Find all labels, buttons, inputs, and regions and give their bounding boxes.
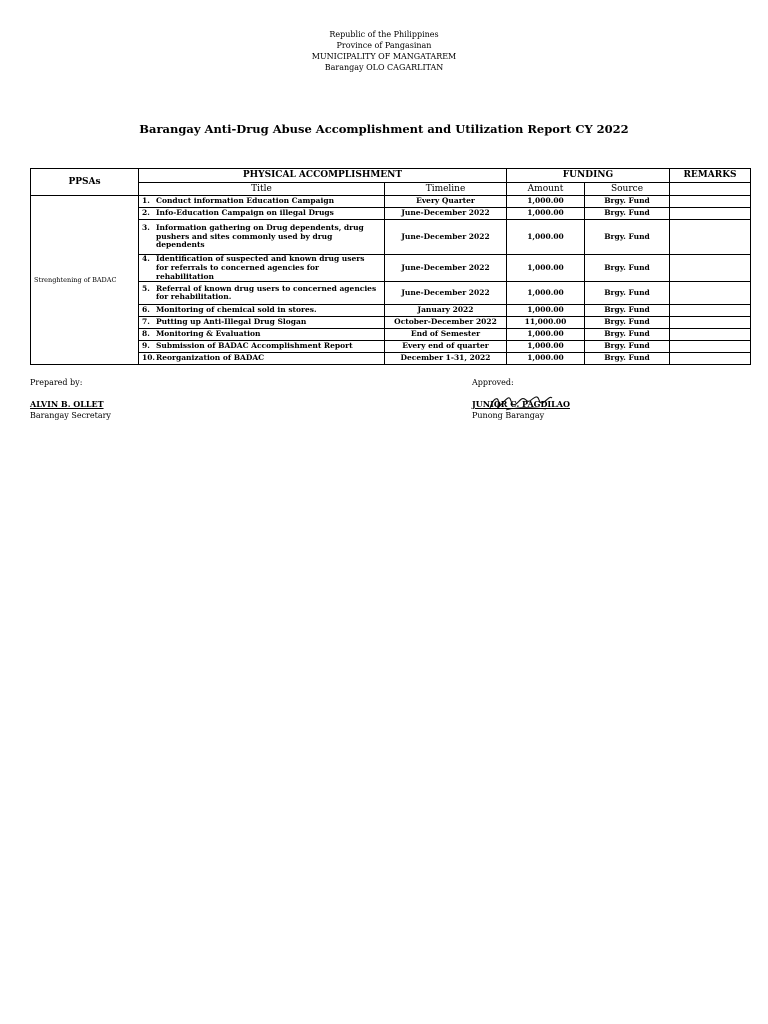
- activity-title: [139, 305, 385, 317]
- approved-by-block: [472, 377, 570, 421]
- activity-remarks: [670, 282, 751, 305]
- approved-by-name: JUNIOR C. PAGDILAO: [472, 399, 570, 409]
- activity-amount: 1,000.00: [507, 353, 585, 365]
- ppsa-cell: Strenghtening of BADAC: [31, 196, 139, 365]
- table-row: [31, 196, 751, 208]
- activity-remarks: [670, 255, 751, 282]
- col-ppsas: PPSAs: [31, 169, 139, 196]
- document-header: [0, 29, 768, 73]
- activity-title: [139, 208, 385, 220]
- activity-source: Brgy. Fund: [585, 255, 670, 282]
- prepared-by-position: Barangay Secretary: [30, 411, 111, 420]
- subcol-amount: Amount: [507, 183, 585, 196]
- activity-source: Brgy. Fund: [585, 317, 670, 329]
- activity-title: [139, 317, 385, 329]
- activity-text: Monitoring & Evaluation: [156, 329, 261, 339]
- activity-timeline: October-December 2022: [385, 317, 507, 329]
- prepared-by-name: ALVIN B. OLLET: [30, 399, 104, 409]
- activity-source: Brgy. Fund: [585, 196, 670, 208]
- activity-text: Identification of suspected and known drug users for referrals to concerned agencies for rehabilitation: [156, 254, 365, 281]
- approved-by-label: Approved:: [472, 378, 514, 387]
- accomplishment-table: [30, 168, 751, 365]
- activity-source: Brgy. Fund: [585, 220, 670, 255]
- activity-title: [139, 329, 385, 341]
- table-row: [31, 282, 751, 305]
- activity-remarks: [670, 341, 751, 353]
- activity-text: Putting up Anti-Illegal Drug Slogan: [156, 317, 307, 327]
- header-municipality: MUNICIPALITY OF MANGATAREM: [311, 52, 457, 61]
- activity-amount: 11,000.00: [507, 317, 585, 329]
- activity-remarks: [670, 317, 751, 329]
- activity-number: 5.: [142, 283, 150, 293]
- activity-title: [139, 196, 385, 208]
- activity-timeline: June-December 2022: [385, 208, 507, 220]
- activity-source: Brgy. Fund: [585, 329, 670, 341]
- activity-source: Brgy. Fund: [585, 208, 670, 220]
- activity-timeline: June-December 2022: [385, 220, 507, 255]
- table-row: [31, 329, 751, 341]
- activity-amount: 1,000.00: [507, 329, 585, 341]
- activity-amount: 1,000.00: [507, 341, 585, 353]
- col-physical-accomplishment: PHYSICAL ACCOMPLISHMENT: [139, 169, 507, 183]
- activity-remarks: [670, 196, 751, 208]
- activity-text: Monitoring of chemical sold in stores.: [156, 305, 317, 315]
- activity-number: 8.: [142, 329, 150, 339]
- activity-source: Brgy. Fund: [585, 282, 670, 305]
- table-row: [31, 353, 751, 365]
- subcol-source: Source: [585, 183, 670, 196]
- activity-number: 10.: [142, 353, 156, 363]
- table-row: [31, 317, 751, 329]
- activity-timeline: End of Semester: [385, 329, 507, 341]
- subcol-timeline: Timeline: [385, 183, 507, 196]
- subcol-remarks-empty: [670, 183, 751, 196]
- activity-text: Referral of known drug users to concerned agencies for rehabilitation.: [156, 283, 377, 302]
- activity-title: [139, 282, 385, 305]
- activity-number: 2.: [142, 208, 150, 218]
- activity-text: Info-Education Campaign on illegal Drugs: [156, 208, 334, 218]
- activity-number: 7.: [142, 317, 150, 327]
- header-republic: Republic of the Philippines: [329, 30, 439, 39]
- activity-amount: 1,000.00: [507, 282, 585, 305]
- activity-text: Conduct information Education Campaign: [156, 196, 335, 206]
- activity-remarks: [670, 353, 751, 365]
- activity-amount: 1,000.00: [507, 196, 585, 208]
- activity-timeline: Every end of quarter: [385, 341, 507, 353]
- activity-source: Brgy. Fund: [585, 353, 670, 365]
- activity-amount: 1,000.00: [507, 305, 585, 317]
- activity-source: Brgy. Fund: [585, 341, 670, 353]
- table-row: [31, 208, 751, 220]
- activity-remarks: [670, 329, 751, 341]
- activity-text: Reorganization of BADAC: [156, 353, 265, 363]
- activity-title: [139, 255, 385, 282]
- table-row: [31, 220, 751, 255]
- table-row: [31, 255, 751, 282]
- activity-number: 4.: [142, 254, 150, 263]
- activity-remarks: [670, 208, 751, 220]
- activity-number: 3.: [142, 222, 150, 232]
- header-province: Province of Pangasinan: [336, 41, 432, 50]
- table-row: [31, 305, 751, 317]
- subcol-title: Title: [139, 183, 385, 196]
- activity-source: Brgy. Fund: [585, 305, 670, 317]
- activity-number: 6.: [142, 305, 150, 315]
- activity-title: [139, 341, 385, 353]
- activity-amount: 1,000.00: [507, 255, 585, 282]
- activity-remarks: [670, 220, 751, 255]
- activity-timeline: December 1-31, 2022: [385, 353, 507, 365]
- table-row: [31, 341, 751, 353]
- prepared-by-label: Prepared by:: [30, 378, 83, 387]
- col-funding: FUNDING: [507, 169, 670, 183]
- activity-number: 1.: [142, 196, 150, 206]
- col-remarks: REMARKS: [670, 169, 751, 183]
- activity-amount: 1,000.00: [507, 220, 585, 255]
- approved-by-position: Punong Barangay: [472, 411, 545, 420]
- header-barangay: Barangay OLO CAGARLITAN: [324, 63, 444, 72]
- report-title: Barangay Anti-Drug Abuse Accomplishment and Utilization Report CY 2022: [139, 122, 629, 136]
- prepared-by-block: [30, 377, 111, 421]
- activity-text: Submission of BADAC Accomplishment Report: [156, 341, 353, 351]
- activity-text: Information gathering on Drug dependents, drug pushers and sites commonly used by drug dependents: [156, 222, 364, 250]
- activity-timeline: June-December 2022: [385, 255, 507, 282]
- activity-timeline: Every Quarter: [385, 196, 507, 208]
- activity-timeline: January 2022: [385, 305, 507, 317]
- activity-number: 9.: [142, 341, 150, 351]
- activity-title: [139, 353, 385, 365]
- activity-amount: 1,000.00: [507, 208, 585, 220]
- activity-remarks: [670, 305, 751, 317]
- activity-timeline: June-December 2022: [385, 282, 507, 305]
- activity-title: [139, 220, 385, 255]
